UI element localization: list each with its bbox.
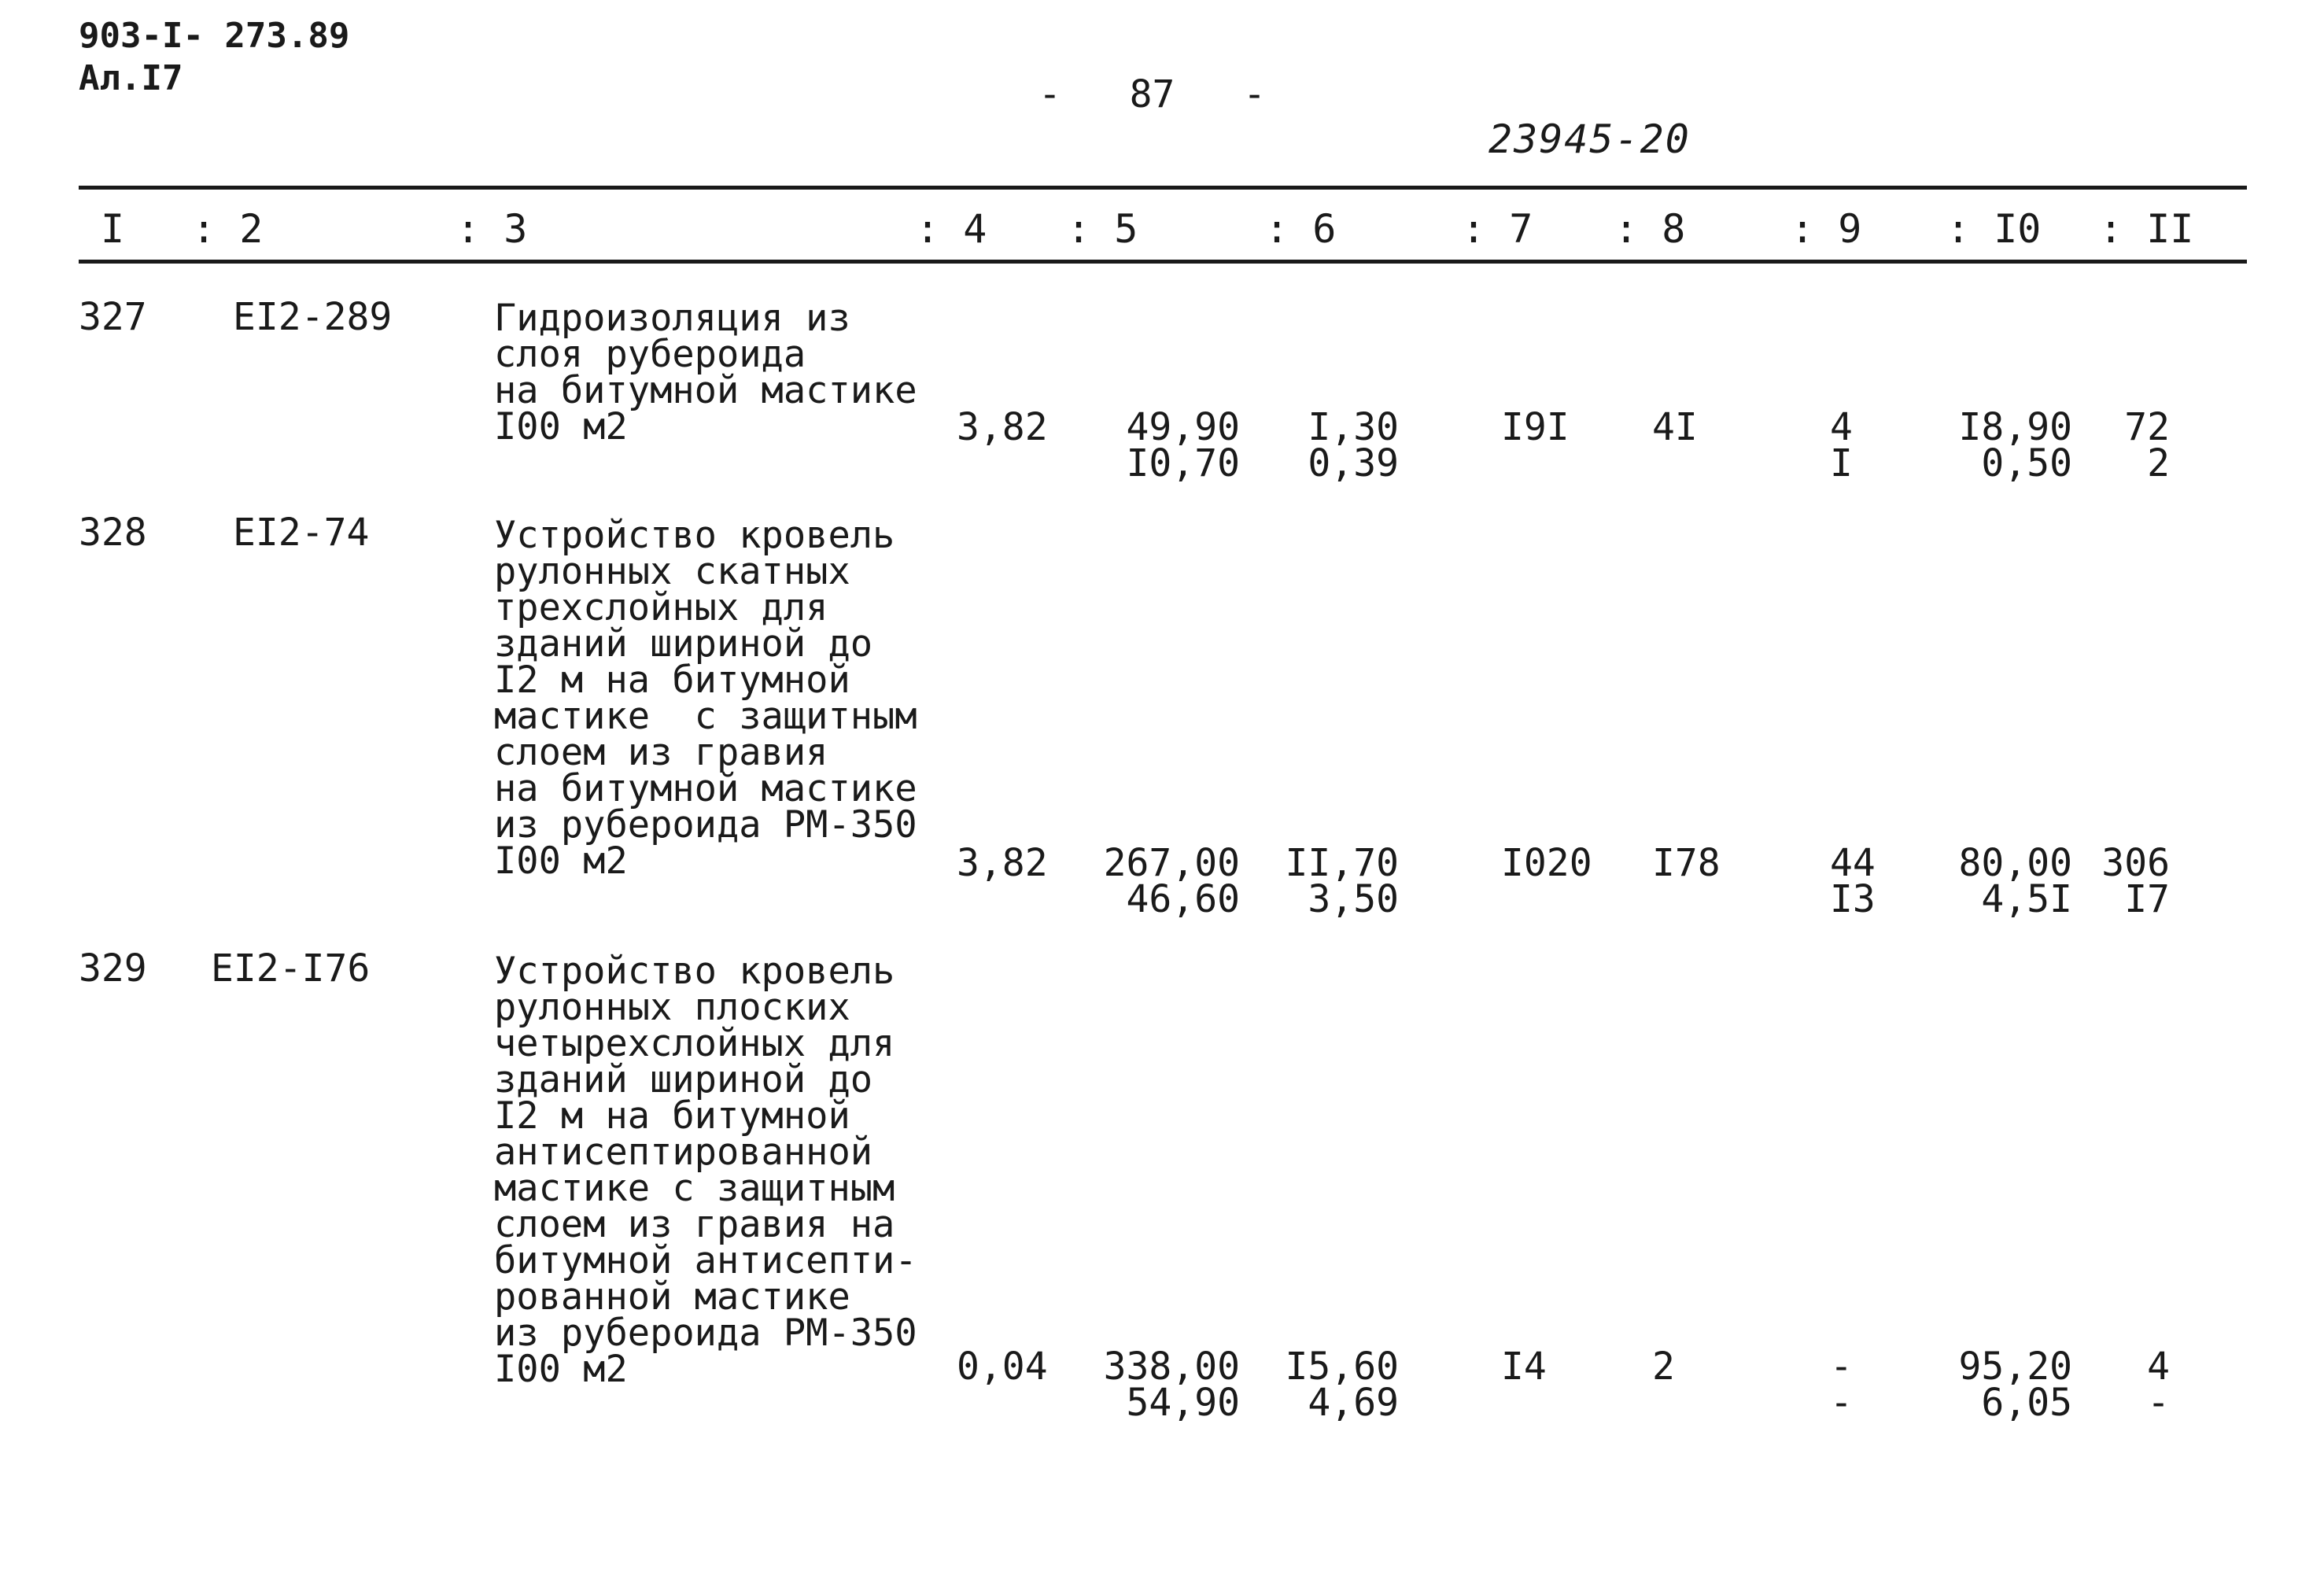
quantity-cell: 0,04 bbox=[957, 1345, 1048, 1389]
labor-cell: 4I bbox=[1652, 405, 1698, 449]
total-cost-cell: I9I bbox=[1501, 405, 1570, 449]
unit-cost-cell: 338,00 54,90 bbox=[1103, 1345, 1240, 1425]
labor-cell: 2 bbox=[1652, 1345, 1675, 1389]
work-description: Устройство кровель рулонных плоских четырехслойных для зданий шириной до I2 м на битумной антисептированной мастике с защитным слоем из гравия на битумной антисепти- рованной мастике из рубероида РМ-350 I00 м2 bbox=[494, 950, 917, 1391]
column-header-6: : 6 bbox=[1265, 206, 1337, 252]
column-header-8: : 8 bbox=[1614, 206, 1686, 252]
unit-cost-cell: 267,00 46,60 bbox=[1103, 841, 1240, 921]
document-number: 23945-20 bbox=[1488, 116, 1691, 162]
column-header-3: : 3 bbox=[456, 206, 528, 252]
column-9-cell: 44 I3 bbox=[1830, 841, 1876, 921]
row-number: 327 bbox=[79, 295, 147, 339]
cost-cell: II,70 3,50 bbox=[1285, 841, 1399, 921]
column-10-cell: I8,90 0,50 bbox=[1958, 405, 2072, 485]
document-series-code: 903-I- 273.89 bbox=[79, 16, 350, 56]
table-top-rule bbox=[79, 186, 2247, 190]
rate-code: EI2-74 bbox=[233, 511, 370, 555]
total-cost-cell: I4 bbox=[1501, 1345, 1547, 1389]
row-number: 329 bbox=[79, 946, 147, 991]
column-header-5: : 5 bbox=[1067, 206, 1138, 252]
column-11-cell: 72 2 bbox=[2124, 405, 2170, 485]
row-number: 328 bbox=[79, 511, 147, 555]
column-header-1: I bbox=[101, 206, 125, 252]
work-description: Устройство кровель рулонных скатных трехслойных для зданий шириной до I2 м на битумной мастике с защитным слоем из гравия на битумной мастике из рубероида РМ-350 I00 м2 bbox=[494, 514, 917, 883]
column-header-10: : I0 bbox=[1946, 206, 2042, 252]
column-9-cell: - - bbox=[1830, 1345, 1853, 1425]
column-9-cell: 4 I bbox=[1830, 405, 1853, 485]
work-description: Гидроизоляция из слоя рубероида на битумной мастике I00 м2 bbox=[494, 297, 917, 448]
rate-code: EI2-I76 bbox=[211, 946, 371, 991]
rate-code: EI2-289 bbox=[233, 295, 393, 339]
total-cost-cell: I020 bbox=[1501, 841, 1592, 885]
column-header-2: : 2 bbox=[192, 206, 264, 252]
quantity-cell: 3,82 bbox=[957, 405, 1048, 449]
cost-cell: I,30 0,39 bbox=[1308, 405, 1399, 485]
column-header-11: : II bbox=[2099, 206, 2194, 252]
column-11-cell: 306 I7 bbox=[2101, 841, 2170, 921]
unit-cost-cell: 49,90 I0,70 bbox=[1126, 405, 1240, 485]
column-header-7: : 7 bbox=[1462, 206, 1533, 252]
cost-cell: I5,60 4,69 bbox=[1285, 1345, 1399, 1425]
table-header-rule bbox=[79, 260, 2247, 264]
column-10-cell: 80,00 4,5I bbox=[1958, 841, 2072, 921]
column-header-9: : 9 bbox=[1791, 206, 1862, 252]
quantity-cell: 3,82 bbox=[957, 841, 1048, 885]
page-number: - 87 - bbox=[1038, 72, 1266, 116]
column-header-4: : 4 bbox=[916, 206, 987, 252]
column-11-cell: 4 - bbox=[2147, 1345, 2170, 1425]
labor-cell: I78 bbox=[1652, 841, 1721, 885]
column-10-cell: 95,20 6,05 bbox=[1958, 1345, 2072, 1425]
album-number: Ал.I7 bbox=[79, 58, 183, 98]
